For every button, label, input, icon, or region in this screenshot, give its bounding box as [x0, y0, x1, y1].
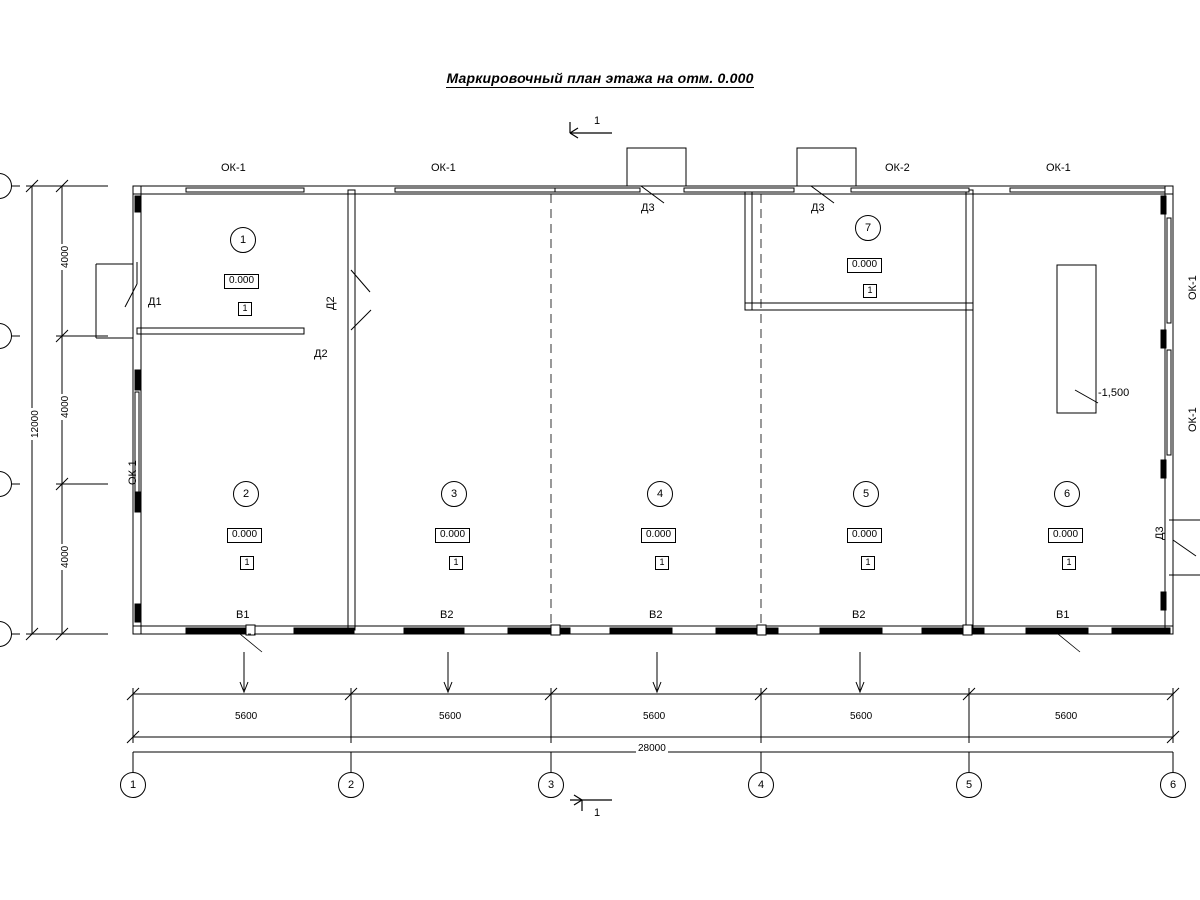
- axis-bubble-5[interactable]: 5: [956, 772, 982, 798]
- window-label-ok2: ОК-2: [885, 162, 910, 174]
- dim-v-1: 4000: [60, 245, 71, 268]
- drawing-title-text: Маркировочный план этажа на отм. 0.000: [446, 70, 754, 86]
- window-label-ok1-a: ОК-1: [221, 162, 246, 174]
- door-label-d1: Д1: [148, 296, 162, 308]
- room-elevation-4: 0.000: [641, 528, 676, 543]
- room-elevation-1: 0.000: [224, 274, 259, 289]
- room-finish-7: 1: [863, 284, 877, 298]
- room-number-5: 5: [853, 481, 879, 507]
- gate-label-v1-a: В1: [236, 609, 250, 621]
- gate-label-v2-a: В2: [440, 609, 454, 621]
- dim-h-total: 28000: [638, 743, 666, 754]
- room-finish-5: 1: [861, 556, 875, 570]
- room-number-4: 4: [647, 481, 673, 507]
- dim-v-3: 4000: [60, 545, 71, 568]
- room-finish-3: 1: [449, 556, 463, 570]
- dim-h-5: 5600: [1055, 711, 1078, 722]
- dim-h-1: 5600: [235, 711, 258, 722]
- room-number-2: 2: [233, 481, 259, 507]
- door-label-d3-c: Д3: [1154, 526, 1166, 540]
- axis-bubble-6[interactable]: 6: [1160, 772, 1186, 798]
- axis-bubble-2[interactable]: 2: [338, 772, 364, 798]
- gate-label-v2-b: В2: [649, 609, 663, 621]
- window-label-ok1-b: ОК-1: [431, 162, 456, 174]
- room-elevation-5: 0.000: [847, 528, 882, 543]
- section-mark-top-label: 1: [594, 115, 601, 127]
- room-number-3: 3: [441, 481, 467, 507]
- dim-v-2: 4000: [60, 395, 71, 418]
- room-finish-4: 1: [655, 556, 669, 570]
- gate-label-v1-b: В1: [1056, 609, 1070, 621]
- window-label-ok1-right-bottom: ОК-1: [1187, 407, 1199, 432]
- window-label-ok1-c: ОК-1: [1046, 162, 1071, 174]
- room-number-7: 7: [855, 215, 881, 241]
- room-finish-1: 1: [238, 302, 252, 316]
- room-elevation-2: 0.000: [227, 528, 262, 543]
- room-elevation-6: 0.000: [1048, 528, 1083, 543]
- door-label-d2-a: Д2: [325, 296, 337, 310]
- room-finish-2: 1: [240, 556, 254, 570]
- door-label-d2-b: Д2: [314, 348, 328, 360]
- axis-bubble-3[interactable]: 3: [538, 772, 564, 798]
- room-number-1: 1: [230, 227, 256, 253]
- room-elevation-7: 0.000: [847, 258, 882, 273]
- room-number-6: 6: [1054, 481, 1080, 507]
- dim-v-total: 12000: [30, 410, 41, 438]
- section-mark-bottom-label: 1: [594, 807, 601, 819]
- dim-h-2: 5600: [439, 711, 462, 722]
- gate-label-v2-c: В2: [852, 609, 866, 621]
- pit-elevation-label: -1,500: [1098, 387, 1130, 399]
- room-elevation-3: 0.000: [435, 528, 470, 543]
- door-label-d3-a: Д3: [641, 202, 655, 214]
- room-finish-6: 1: [1062, 556, 1076, 570]
- window-label-ok1-left: ОК-1: [127, 460, 139, 485]
- axis-bubble-4[interactable]: 4: [748, 772, 774, 798]
- dim-h-4: 5600: [850, 711, 873, 722]
- window-label-ok1-right-top: ОК-1: [1187, 275, 1199, 300]
- door-label-d3-b: Д3: [811, 202, 825, 214]
- axis-bubble-1[interactable]: 1: [120, 772, 146, 798]
- dim-h-3: 5600: [643, 711, 666, 722]
